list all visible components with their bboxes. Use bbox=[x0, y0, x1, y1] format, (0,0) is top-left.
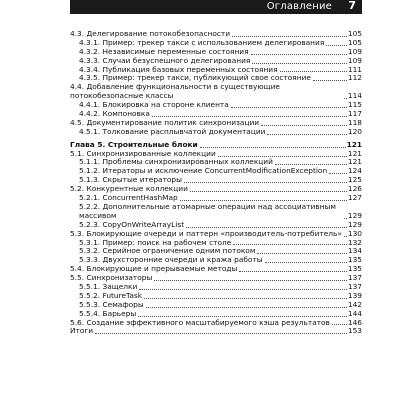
dot-leader bbox=[233, 244, 347, 245]
toc-entry-page-number: 137 bbox=[347, 281, 362, 291]
dot-leader bbox=[251, 54, 347, 55]
toc-entry-page-number: 142 bbox=[347, 299, 362, 309]
toc-entry-label: 5.2. Конкурентные коллекции bbox=[70, 185, 188, 194]
toc-entry[interactable] bbox=[70, 185, 362, 194]
toc-entry[interactable] bbox=[70, 176, 362, 185]
toc-entry-page-number: 105 bbox=[347, 28, 362, 38]
toc-entry[interactable] bbox=[70, 48, 362, 57]
toc-entry[interactable] bbox=[70, 194, 362, 203]
toc-entry-label: 5.5.2. FutureTask bbox=[79, 291, 142, 300]
toc-entry-label: Итоги bbox=[70, 327, 94, 336]
toc-entry-label: 5.5.1. Защелки bbox=[79, 282, 138, 291]
toc-entry-label: 5.3. Блокирующие очереди и паттерн «производитель-потребитель» bbox=[70, 229, 342, 238]
dot-leader bbox=[326, 45, 347, 46]
toc-entry[interactable] bbox=[70, 301, 362, 310]
toc-entry[interactable] bbox=[70, 247, 362, 256]
toc-entry-label: 4.3.2. Независимые переменные состояния bbox=[79, 47, 249, 56]
toc-entry[interactable] bbox=[70, 110, 362, 119]
dot-leader bbox=[257, 253, 346, 254]
toc-entry[interactable] bbox=[70, 292, 362, 301]
toc-entry-page-number: 109 bbox=[347, 46, 362, 56]
toc-entry-label: 5.5. Синхронизаторы bbox=[70, 274, 153, 283]
toc-entry-page-number: 139 bbox=[347, 290, 362, 300]
dot-leader bbox=[231, 107, 347, 108]
toc-entry[interactable] bbox=[70, 57, 362, 66]
dot-leader bbox=[218, 156, 347, 157]
toc-entry-label: 5.3.2. Серийное ограничение одним потоком bbox=[79, 247, 256, 256]
toc-entry-label: 5.5.3. Семафоры bbox=[79, 300, 144, 309]
toc-entry[interactable] bbox=[70, 221, 362, 230]
toc-entry-page-number: 135 bbox=[347, 255, 362, 265]
toc-chapter-entry[interactable] bbox=[70, 141, 362, 150]
toc-entry-label: 5.1. Синхронизированные коллекции bbox=[70, 149, 216, 158]
toc-entry-label: 5.1.3. Скрытые итераторы bbox=[79, 176, 182, 185]
toc-entry[interactable] bbox=[70, 167, 362, 176]
toc-entry-page-number: 105 bbox=[347, 37, 362, 47]
toc-entry-label: 4.4.2. Компоновка bbox=[79, 110, 150, 119]
toc-entry[interactable] bbox=[70, 101, 362, 110]
toc-entry-label: 5.6. Создание эффективного масштабируемого кэша результатов bbox=[70, 318, 330, 327]
toc-entry-page-number: 111 bbox=[347, 64, 362, 74]
toc-entry-page-number: 146 bbox=[347, 317, 362, 327]
toc-entry[interactable] bbox=[70, 203, 362, 221]
toc-entry-label: 5.1.2. Итераторы и исключение ConcurrentModificationException bbox=[79, 167, 328, 176]
dot-leader bbox=[146, 307, 347, 308]
toc-entry-page-number: 109 bbox=[347, 55, 362, 65]
dot-leader bbox=[239, 271, 347, 272]
dot-leader bbox=[200, 147, 346, 148]
toc-entry[interactable] bbox=[70, 319, 362, 328]
dot-leader bbox=[95, 333, 347, 334]
toc-entry-page-number: 124 bbox=[347, 166, 362, 176]
dot-leader bbox=[332, 324, 347, 325]
dot-leader bbox=[154, 280, 347, 281]
toc-entry[interactable] bbox=[70, 74, 362, 83]
toc-entry[interactable] bbox=[70, 256, 362, 265]
toc-entry-page-number: 112 bbox=[347, 73, 362, 83]
dot-leader bbox=[139, 289, 347, 290]
toc-entry-label: 4.4. Добавление функциональности в существующие потокобезопасные классы bbox=[70, 83, 280, 101]
toc-entry-page-number: 115 bbox=[347, 100, 362, 110]
toc-entry-page-number: 125 bbox=[347, 175, 362, 185]
toc-entry[interactable] bbox=[70, 265, 362, 274]
toc-entry-label: 4.3.1. Пример: трекер такси с использованием делегирования bbox=[79, 38, 325, 47]
dot-leader bbox=[190, 191, 347, 192]
dot-leader bbox=[144, 298, 347, 299]
toc-entry[interactable] bbox=[70, 66, 362, 75]
dot-leader bbox=[138, 316, 347, 317]
toc-entry-label: 5.3.1. Пример: поиск на рабочем столе bbox=[79, 238, 232, 247]
toc-entry-page-number: 129 bbox=[347, 219, 362, 229]
dot-leader bbox=[152, 116, 347, 117]
toc-entry-label: Глава 5. Строительные блоки bbox=[70, 140, 198, 149]
toc-entry-page-number: 130 bbox=[347, 228, 362, 238]
dot-leader bbox=[280, 71, 347, 72]
running-header bbox=[70, 0, 362, 14]
toc-entry-page-number: 121 bbox=[347, 148, 362, 158]
dot-leader bbox=[184, 182, 347, 183]
toc-entry[interactable] bbox=[70, 327, 362, 336]
dot-leader bbox=[313, 80, 347, 81]
dot-leader bbox=[267, 134, 346, 135]
toc-entry[interactable] bbox=[70, 239, 362, 248]
dot-leader bbox=[180, 200, 347, 201]
toc-entry-label: 5.2.2. Дополнительные атомарные операции над ассоциативным массивом bbox=[79, 202, 336, 220]
toc-entry-label: 4.3.4. Публикация базовых переменных состояния bbox=[79, 65, 278, 74]
toc-entry-label: 5.4. Блокирующие и прерываемые методы bbox=[70, 265, 238, 274]
toc-entry-page-number: 153 bbox=[347, 326, 362, 336]
toc-entry-page-number: 134 bbox=[347, 246, 362, 256]
dot-leader bbox=[252, 63, 347, 64]
toc-entry-label: 5.3.3. Двухсторонние очереди и кража работы bbox=[79, 256, 263, 265]
toc-entry-page-number: 127 bbox=[347, 193, 362, 203]
toc-entry-page-number: 129 bbox=[347, 210, 362, 220]
dot-leader bbox=[329, 173, 347, 174]
toc-entry[interactable] bbox=[70, 30, 362, 39]
toc-entry-page-number: 126 bbox=[347, 184, 362, 194]
dot-leader bbox=[344, 98, 347, 99]
toc-entry-label: 5.2.1. ConcurrentHashMap bbox=[79, 194, 178, 203]
toc-entry-page-number: 135 bbox=[347, 264, 362, 274]
toc-entry[interactable] bbox=[70, 83, 362, 101]
toc-entry-label: 4.5. Документирование политик синхронизации bbox=[70, 118, 260, 127]
toc-entry-page-number: 121 bbox=[347, 157, 362, 167]
toc-entry-label: 5.2.3. CopyOnWriteArrayList bbox=[79, 220, 185, 229]
dot-leader bbox=[232, 36, 347, 37]
dot-leader bbox=[261, 125, 347, 126]
dot-leader bbox=[344, 218, 347, 219]
dot-leader bbox=[344, 236, 347, 237]
table-of-contents bbox=[70, 30, 362, 336]
toc-entry-page-number: 132 bbox=[347, 237, 362, 247]
toc-entry-label: 4.3. Делегирование потокобезопасности bbox=[70, 29, 231, 38]
toc-entry-page-number: 137 bbox=[347, 273, 362, 283]
toc-entry[interactable] bbox=[70, 283, 362, 292]
toc-entry[interactable] bbox=[70, 150, 362, 159]
toc-entry-label: 4.3.3. Случаи безуспешного делегирования bbox=[79, 56, 251, 65]
dot-leader bbox=[265, 262, 347, 263]
toc-entry-label: 4.5.1. Толкование расплывчатой документации bbox=[79, 127, 266, 136]
header-title: Оглавление bbox=[266, 1, 332, 12]
toc-entry-label: 5.5.4. Барьеры bbox=[79, 309, 137, 318]
toc-entry[interactable] bbox=[70, 119, 362, 128]
toc-entry[interactable] bbox=[70, 128, 362, 137]
toc-entry-label: 4.4.1. Блокировка на стороне клиента bbox=[79, 101, 229, 110]
toc-entry[interactable] bbox=[70, 230, 362, 239]
toc-entry-page-number: 117 bbox=[347, 109, 362, 119]
toc-entry-page-number: 121 bbox=[346, 139, 362, 149]
toc-entry-page-number: 144 bbox=[347, 308, 362, 318]
toc-entry[interactable] bbox=[70, 159, 362, 168]
toc-entry-label: 4.3.5. Пример: трекер такси, публикующий свое состояние bbox=[79, 74, 311, 83]
toc-entry[interactable] bbox=[70, 310, 362, 319]
header-page-number: 7 bbox=[348, 0, 356, 12]
toc-entry-page-number: 120 bbox=[347, 126, 362, 136]
toc-entry[interactable] bbox=[70, 39, 362, 48]
dot-leader bbox=[275, 164, 347, 165]
dot-leader bbox=[186, 227, 347, 228]
toc-entry[interactable] bbox=[70, 274, 362, 283]
toc-entry-page-number: 114 bbox=[347, 91, 362, 101]
toc-entry-label: 5.1.1. Проблемы синхронизированных коллекций bbox=[79, 158, 273, 167]
toc-entry-page-number: 118 bbox=[347, 117, 362, 127]
